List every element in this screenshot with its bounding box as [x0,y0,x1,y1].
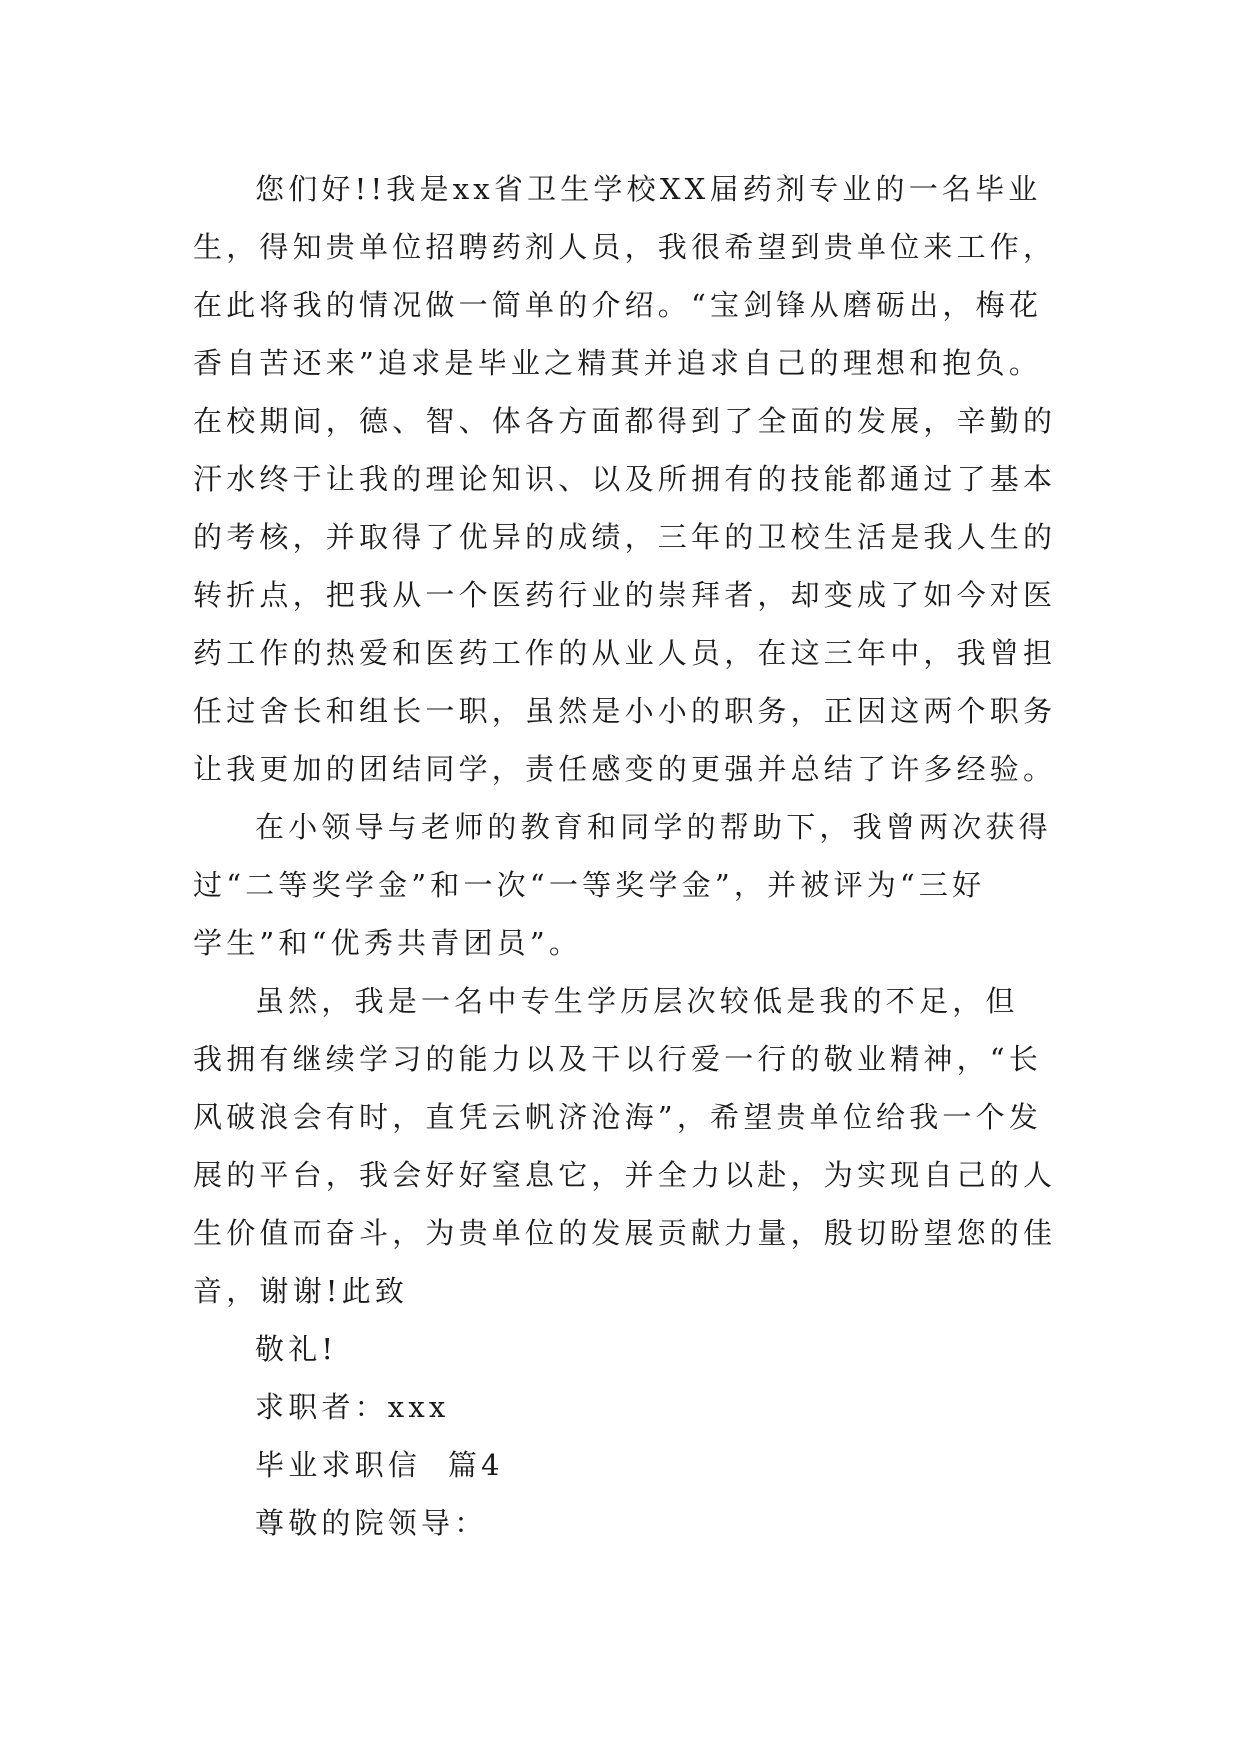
paragraph-line: 让我更加的团结同学，责任感变的更强并总结了许多经验。 [193,752,1057,786]
paragraph-line: 生价值而奋斗，为贵单位的发展贡献力量，殷切盼望您的佳 [193,1216,1057,1250]
paragraph-line: 在校期间，德、智、体各方面都得到了全面的发展，辛勤的 [193,404,1057,438]
paragraph-line: 风破浪会有时，直凭云帆济沧海”，希望贵单位给我一个发 [193,1100,1043,1134]
letter-body [193,160,1063,1552]
paragraph-line: 生，得知贵单位招聘药剂人员，我很希望到贵单位来工作， [193,230,1057,264]
paragraph-line: 音，谢谢!此致 [193,1274,409,1308]
paragraph-line: 过“二等奖学金”和一次“一等奖学金”，并被评为“三好 [193,868,986,902]
signature-line: 求职者：xxx [255,1390,450,1424]
paragraph-line: 学生”和“优秀共青团员”。 [193,926,583,960]
paragraph-line: 的考核，并取得了优异的成绩，三年的卫校生活是我人生的 [193,520,1057,554]
paragraph-line: 我拥有继续学习的能力以及干以行爱一行的敬业精神，“长 [193,1042,1043,1076]
paragraph-line: 展的平台，我会好好窒息它，并全力以赴，为实现自己的人 [193,1158,1057,1192]
paragraph-line: 转折点，把我从一个医药行业的崇拜者，却变成了如今对医 [193,578,1057,612]
paragraph-line: 香自苦还来”追求是毕业之精萁并追求自己的理想和抱负。 [193,346,1043,380]
closing-line: 敬礼! [255,1332,338,1366]
paragraph-line: 在小领导与老师的教育和同学的帮助下，我曾两次获得 [255,810,1052,844]
paragraph-line: 药工作的热爱和医药工作的从业人员，在这三年中，我曾担 [193,636,1057,670]
paragraph-line: 在此将我的情况做一简单的介绍。“宝剑锋从磨砺出，梅花 [193,288,1043,322]
section-title: 毕业求职信 篇4 [255,1448,504,1482]
paragraph-line: 虽然，我是一名中专生学历层次较低是我的不足，但 [255,984,1019,1018]
paragraph-line: 任过舍长和组长一职，虽然是小小的职务，正因这两个职务 [193,694,1057,728]
paragraph-line: 汗水终于让我的理论知识、以及所拥有的技能都通过了基本 [193,462,1057,496]
paragraph-line: 您们好!!我是xx省卫生学校XX届药剂专业的一名毕业 [255,172,1042,206]
salutation-line: 尊敬的院领导： [255,1506,488,1540]
